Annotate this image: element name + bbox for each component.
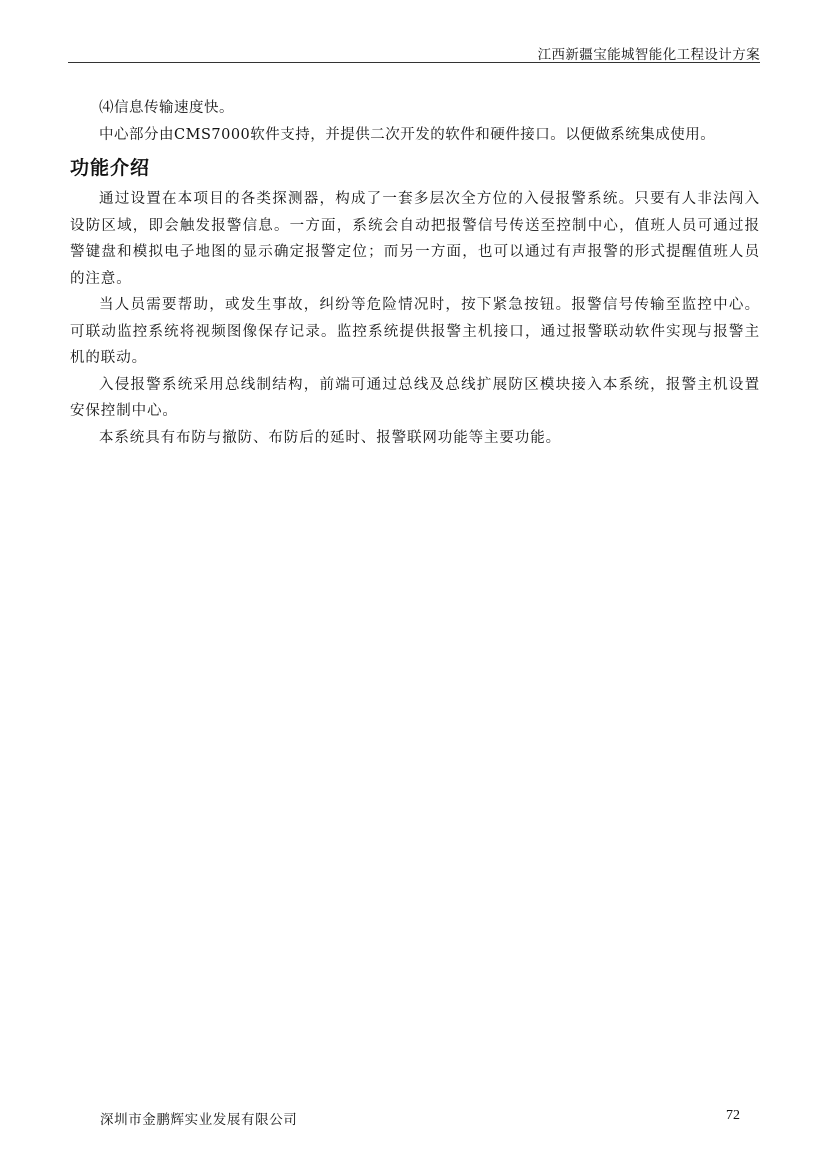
section-heading: 功能介绍 bbox=[70, 157, 151, 179]
list-item-transmission-speed: ⑷信息传输速度快。 bbox=[99, 100, 234, 116]
header-title: 江西新疆宝能城智能化工程设计方案 bbox=[537, 47, 760, 63]
page-number: 72 bbox=[726, 1108, 740, 1123]
paragraph-bus-structure: 入侵报警系统采用总线制结构，前端可通过总线及总线扩展防区模块接入本系统，报警主机设置安保控制中心。 bbox=[70, 376, 760, 419]
paragraph-detectors: 通过设置在本项目的各类探测器，构成了一套多层次全方位的入侵报警系统。只要有人非法闯入设防区域，即会触发报警信息。一方面，系统会自动把报警信号传送至控制中心，值班人员可通过报警键盘和模拟电子地图的显示确定报警定位；而另一方面，也可以通过有声报警的形式提醒值班人员的注意。 bbox=[70, 191, 760, 287]
paragraph-emergency-button: 当人员需要帮助，或发生事故，纠纷等危险情况时，按下紧急按钮。报警信号传输至监控中心。可联动监控系统将视频图像保存记录。监控系统提供报警主机接口，通过报警联动软件实现与报警主机的联动。 bbox=[70, 297, 760, 366]
document-body bbox=[70, 95, 760, 451]
page-header bbox=[68, 42, 760, 63]
paragraph-cms-support: 中心部分由CMS7000软件支持，并提供二次开发的软件和硬件接口。以便做系统集成使用。 bbox=[99, 126, 716, 143]
page-footer bbox=[100, 1108, 740, 1128]
paragraph-main-functions: 本系统具有布防与撤防、布防后的延时、报警联网功能等主要功能。 bbox=[99, 429, 561, 446]
footer-company: 深圳市金鹏辉实业发展有限公司 bbox=[100, 1112, 298, 1128]
